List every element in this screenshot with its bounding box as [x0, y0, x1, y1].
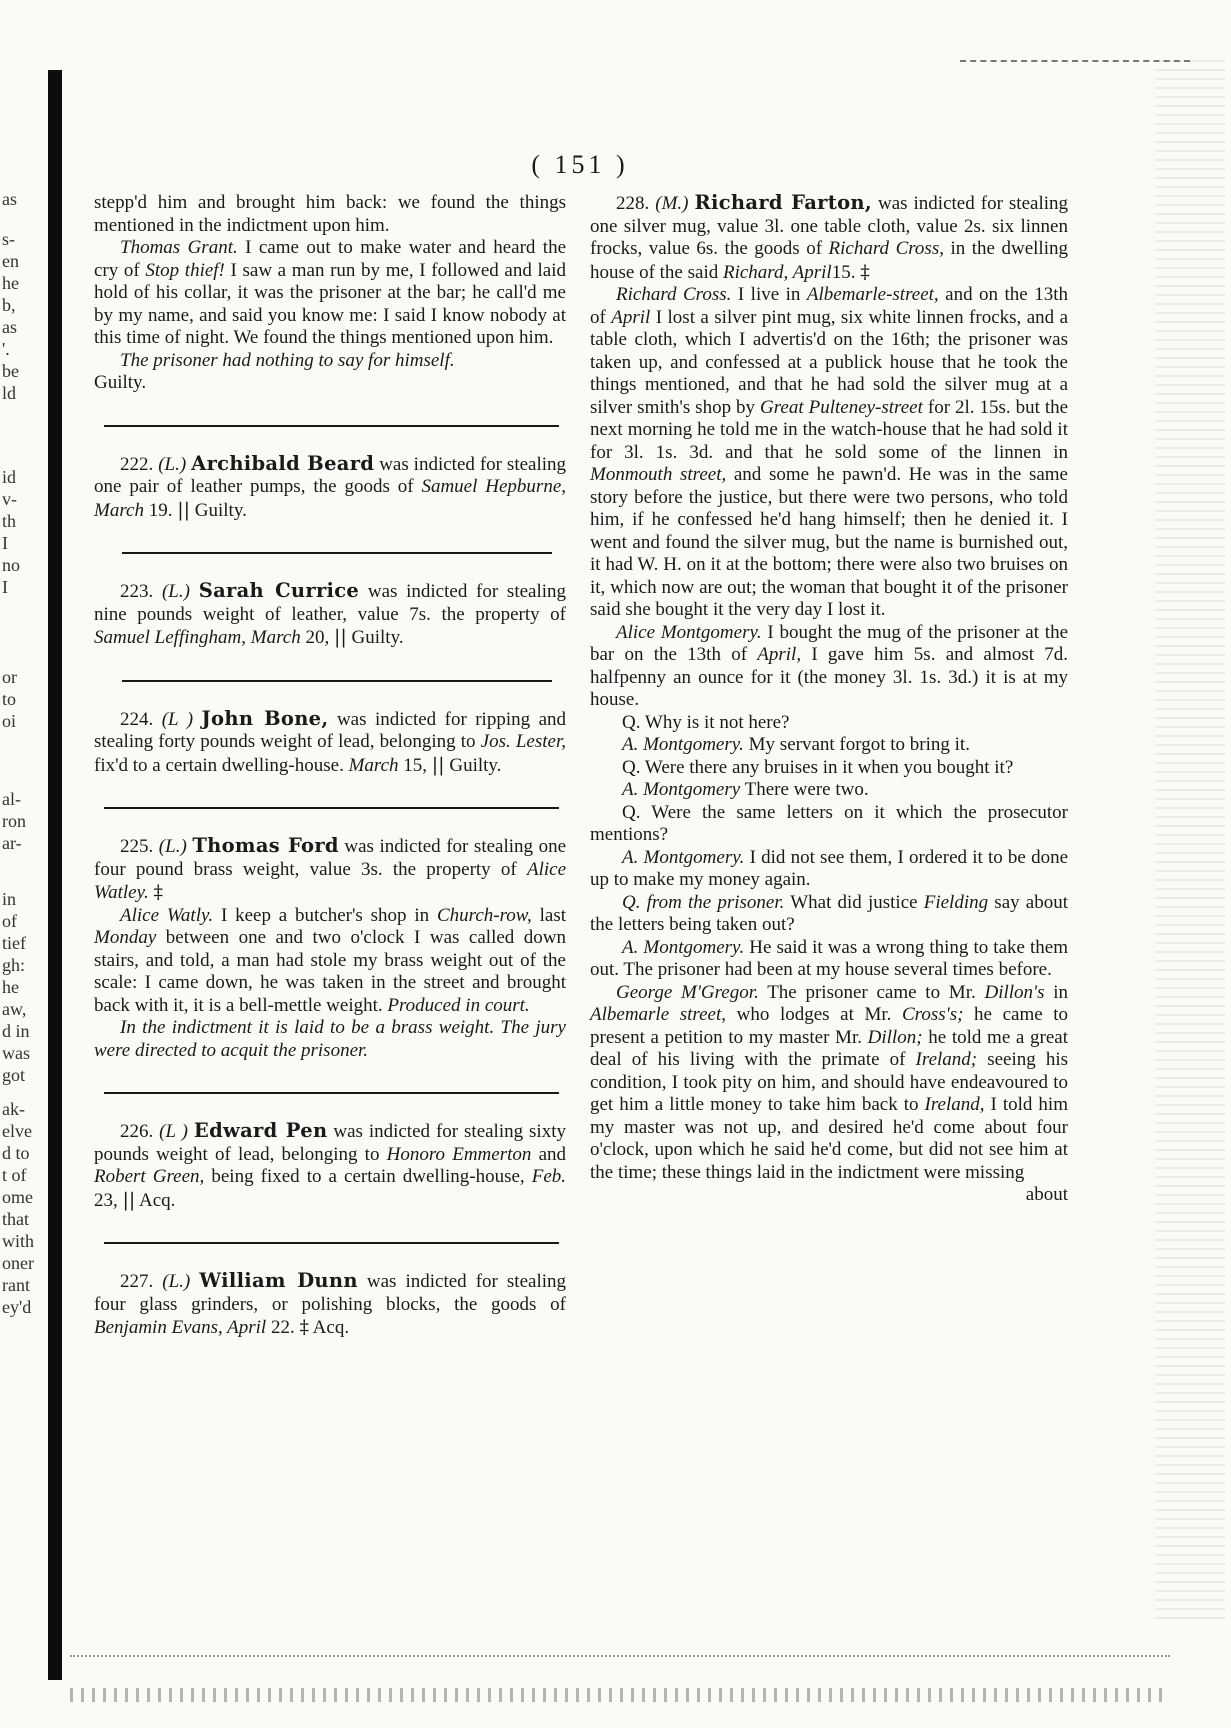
charge-text: was indicted for stealing nine pounds weight of leather, value 7s. the property of: [94, 581, 567, 625]
facing-page-bleed: [0, 189, 44, 1317]
qa-text: He said it was a wrong thing to take them out. The prisoner had been at my house several times before.: [590, 936, 1068, 980]
catchword: about: [1025, 1184, 1068, 1205]
page-number: ( 151 ): [531, 150, 629, 179]
testimony-text: seeing his condition, I took pity on him, and should have endeavoured to get him a little money to take him back to: [590, 1049, 1069, 1115]
verdict-mark: ‡: [153, 881, 163, 903]
testimony-text: last: [539, 904, 567, 926]
defendant-name: Richard Farton,: [694, 191, 872, 214]
bleed-fragment: with: [2, 1231, 35, 1251]
owner-name: Robert Green,: [94, 1166, 205, 1187]
qa-text: say about the letters being taken out?: [590, 891, 1068, 935]
entry-number: 226.: [120, 1121, 154, 1142]
speaker: A. Montgomery.: [622, 936, 745, 958]
bleed-fragment: gh:: [2, 955, 26, 975]
owner-name: Honoro Emmerton: [386, 1143, 532, 1165]
bleed-fragment: as: [2, 189, 17, 209]
defendant-name: Thomas Ford: [192, 834, 339, 857]
testimony-text: he told me a great deal of his living with the primate of: [590, 1026, 1068, 1070]
verdict-mark: ||: [333, 626, 347, 648]
bleed-fragment: tief: [2, 933, 26, 953]
testimony-text: I saw a man run by me, I followed and laid hold of his collar, it was the prisoner at the bar; he call'd me by my name, and said you know me: I said I know nobody at this time of night. We found the things mentioned upon him.: [94, 259, 566, 348]
testimony-text: The prisoner came to Mr.: [767, 981, 976, 1003]
bleed-fragment: ld: [2, 383, 17, 403]
court-tag: (L ): [159, 1121, 188, 1142]
verdict: Guilty.: [94, 372, 147, 393]
bleed-fragment: d in: [2, 1021, 30, 1041]
verdict: Guilty.: [351, 627, 404, 648]
bleed-fragment: '.: [2, 339, 10, 359]
charge-text: being fixed to a certain dwelling-house,: [211, 1166, 525, 1187]
section-rule: [104, 1242, 559, 1244]
entry-number: 222.: [120, 453, 154, 475]
verdict-mark: ‡: [860, 260, 870, 283]
court-tag: (L.): [162, 1271, 191, 1292]
bleed-fragment: I: [2, 577, 8, 597]
place-name: Albemarle-street,: [806, 284, 939, 305]
owner-name: Jos. Lester,: [480, 731, 566, 752]
place-name: Great Pulteney-street: [760, 396, 923, 418]
verdict-mark: ‡: [299, 1316, 309, 1338]
verdict-mark: ||: [431, 753, 445, 776]
bleed-fragment: oi: [2, 711, 17, 731]
binding-shadow: [48, 70, 62, 1680]
date-month: Feb.: [531, 1166, 567, 1187]
qa-text: My servant forgot to bring it.: [748, 734, 970, 755]
entry-number: 227.: [120, 1271, 154, 1292]
testimony-text: and some he pawn'd. He was in the same story before the justice, but there were two persons, who told him, if he confessed he'd hang himself; then he denied it. I went and found the silver mug, but the name is burnished out, it had W. H. on it at the bottom; there were also two bruises on it, which now are out; the woman that bought it of the prisoner said she bought it the very day I lost it.: [590, 464, 1068, 620]
witness-name: Thomas Grant.: [120, 237, 238, 258]
owner-name: Richard, April: [722, 261, 832, 283]
qa-text: Why is it not here?: [644, 711, 790, 733]
bleed-fragment: ron: [2, 811, 26, 831]
charge-text: was indicted for stealing one four pound brass weight, value 3s. the property of: [94, 836, 566, 880]
qa-line: [590, 892, 1068, 937]
date-text: 20,: [305, 627, 330, 648]
bleed-fragment: was: [2, 1043, 30, 1063]
bleed-fragment: ome: [2, 1187, 33, 1207]
entry-223: [94, 580, 566, 650]
entry-number: 223.: [120, 581, 154, 602]
owner-name: Samuel Leffingham, March: [94, 627, 301, 648]
charge-text: was indicted for ripping and stealing forty pounds weight of lead, belonging to: [94, 708, 567, 752]
court-tag: (L.): [158, 453, 187, 475]
owner-name: Alice Watley.: [94, 858, 566, 903]
date-month: April: [611, 306, 651, 328]
qa-text: I did not see them, I ordered it to be done up to make my money again.: [590, 846, 1069, 890]
section-rule: [104, 807, 559, 809]
left-column: [94, 192, 566, 1340]
date-month: March: [348, 754, 399, 776]
date-text: 15.: [831, 261, 856, 283]
bleed-fragment: he: [2, 977, 19, 997]
speaker: Q.: [622, 756, 641, 778]
speaker: A. Montgomery.: [622, 734, 744, 755]
speaker: A. Montgomery: [622, 779, 741, 800]
bleed-fragment: of: [2, 911, 17, 931]
charge-text: was indicted for stealing four glass grinders, or polishing blocks, the goods of: [94, 1271, 566, 1315]
bleed-fragment: no: [2, 555, 20, 575]
testimony-text: in: [1053, 981, 1068, 1003]
day-name: Monday: [94, 927, 157, 948]
entry-225: [94, 835, 566, 905]
qa-text: There were two.: [744, 779, 869, 800]
defendant-name: Edward Pen: [193, 1119, 328, 1142]
charge-text: was indicted for stealing one pair of leather pumps, the goods of: [94, 453, 567, 497]
bleed-fragment: he: [2, 273, 19, 293]
entry-number: 225.: [120, 836, 154, 857]
scan-bottom-dash: [70, 1655, 1170, 1657]
testimony-alice-montgomery: [590, 622, 1068, 712]
defendant-name: John Bone,: [201, 706, 329, 730]
jury-direction: In the indictment it is laid to be a brass weight. The jury were directed to acquit the prisoner.: [94, 1017, 566, 1061]
qa-line: [590, 734, 1068, 757]
bleed-fragment: id: [2, 467, 17, 487]
person-name: Cross's;: [902, 1004, 964, 1025]
witness-name: Richard Cross.: [616, 284, 732, 305]
testimony-alice-watly: [94, 905, 566, 1018]
bleed-fragment: rant: [2, 1275, 30, 1295]
qa-line: [590, 802, 1068, 847]
bleed-fragment: I: [2, 533, 8, 553]
bleed-fragment: in: [2, 889, 17, 909]
person-name: Dillon;: [867, 1026, 923, 1048]
entry-227: [94, 1270, 566, 1340]
bleed-fragment: aw,: [2, 999, 27, 1019]
court-tag: (L.): [161, 581, 190, 602]
qa-line: [590, 937, 1068, 982]
section-rule: [104, 425, 559, 427]
charge-text: fix'd to a certain dwelling-house.: [94, 754, 344, 776]
bleed-fragment: ar-: [2, 833, 22, 853]
defendant-name: William Dunn: [199, 1269, 358, 1292]
scan-edge-speckle: [1155, 60, 1225, 1620]
qa-line: [590, 779, 1068, 802]
bleed-fragment: got: [2, 1065, 26, 1085]
date-text: 23,: [94, 1189, 118, 1211]
bleed-fragment: as: [2, 317, 17, 337]
speaker: Q. from the prisoner.: [622, 891, 785, 913]
testimony-text: I lost a silver pint mug, six white linnen frocks, and a table cloth, which I advertis'd on the 16th; the prisoner was taken up, and confessed at a publick house that he took the things mentioned, and that he had sold the silver mug at a silver smith's shop by: [590, 306, 1069, 418]
verdict-mark: ||: [177, 498, 191, 521]
verdict: Acq.: [139, 1189, 176, 1211]
bleed-fragment: th: [2, 511, 17, 531]
bleed-fragment: v-: [2, 489, 17, 509]
entry-number: 228.: [616, 193, 650, 214]
bleed-fragment: elve: [2, 1121, 32, 1141]
opening-text: stepp'd him and brought him back: we found the things mentioned in the indictment upon him.: [94, 192, 566, 236]
scan-foot-noise: [70, 1688, 1170, 1702]
date-month: April,: [757, 644, 802, 665]
testimony-text: I keep a butcher's shop in: [220, 904, 430, 926]
date-text: 15,: [403, 754, 428, 776]
qa-line: [590, 847, 1068, 892]
jury-note: [94, 1017, 566, 1062]
produced-note: Produced in court.: [387, 994, 530, 1016]
bleed-fragment: en: [2, 251, 19, 271]
court-tag: (L ): [161, 708, 194, 730]
testimony-text: and on the 13th of: [590, 284, 1068, 328]
place-name: Ireland;: [915, 1049, 978, 1070]
bleed-fragment: ey'd: [2, 1297, 32, 1317]
defence-text: The prisoner had nothing to say for himself.: [120, 349, 455, 371]
defendant-name: Sarah Currice: [198, 579, 360, 602]
charge-text: was indicted for stealing one silver mug, value 3l. one table cloth, value 2s. six linnen frocks, value 6s. the goods of: [590, 193, 1069, 259]
owner-name: Richard Cross,: [828, 238, 944, 259]
entry-228: [590, 192, 1068, 284]
right-column: [590, 192, 1068, 1207]
witness-name: Alice Montgomery.: [616, 621, 762, 643]
entry-226: [94, 1120, 566, 1212]
witness-name: George M'Gregor.: [616, 981, 759, 1003]
bleed-fragment: be: [2, 361, 19, 381]
bleed-fragment: d to: [2, 1143, 30, 1163]
conjunction: and: [538, 1143, 566, 1165]
date-text: 22.: [270, 1317, 295, 1338]
qa-text: Were there any bruises in it when you bought it?: [644, 756, 1014, 778]
place-name: Ireland,: [924, 1094, 985, 1115]
bleed-fragment: b,: [2, 295, 16, 315]
entry-222: [94, 453, 566, 523]
qa-line: [590, 757, 1068, 780]
verdict: Acq.: [312, 1317, 350, 1338]
bleed-fragment: oner: [2, 1253, 34, 1273]
qa-line: [590, 712, 1068, 735]
cry-text: Stop thief!: [145, 259, 225, 281]
testimony-text: for 2l. 15s. but the next morning he told me in the watch-house that he had sold it for 3l. 1s. 3d. and that he sold some of the linnen in: [590, 396, 1069, 463]
testimony-text: he came to present a petition to my master Mr.: [590, 1004, 1069, 1048]
bleed-fragment: s-: [2, 229, 15, 249]
verdict-mark: ||: [122, 1188, 136, 1211]
person-name: Dillon's: [984, 981, 1045, 1003]
place-name: Church-row,: [436, 904, 532, 926]
bleed-fragment: that: [2, 1209, 29, 1229]
place-name: Monmouth street,: [590, 464, 727, 485]
section-rule: [122, 552, 552, 554]
bleed-fragment: al-: [2, 789, 21, 809]
court-tag: (L.): [158, 836, 187, 857]
testimony-text: who lodges at Mr.: [736, 1004, 892, 1025]
owner-name: Samuel Hepburne, March: [94, 476, 567, 521]
person-name: Fielding: [923, 891, 989, 913]
place-name: Albemarle street,: [590, 1004, 727, 1025]
court-tag: (M.): [655, 193, 689, 214]
testimony-thomas-grant: [94, 237, 566, 350]
testimony-text: I told him my master was not up, and desired he'd come about four o'clock, upon which he said he'd come, but did not see him at the time; these things laid in the indictment were missing: [590, 1094, 1068, 1183]
bleed-fragment: ak-: [2, 1099, 25, 1119]
qa-text: Were the same letters on it which the prosecutor mentions?: [590, 801, 1068, 845]
section-rule: [122, 680, 552, 682]
scan-top-dash: [960, 60, 1190, 62]
charge-text: was indicted for stealing sixty pounds weight of lead, belonging to: [94, 1121, 566, 1165]
speaker: Q.: [622, 801, 641, 823]
verdict: Guilty.: [449, 754, 502, 776]
testimony-text: I bought the mug of the prisoner at the bar on the 13th of: [590, 621, 1069, 665]
speaker: A. Montgomery.: [622, 846, 745, 868]
testimony-text: between one and two o'clock I was called down stairs, and told, a man had stole my brass weight out of the scale: I came down, he was taken in the street and brought back with it, it is a bell-mettle weight.: [94, 927, 567, 1016]
defence-statement: [94, 350, 566, 373]
testimony-text: I live in: [737, 284, 801, 305]
bleed-fragment: to: [2, 689, 17, 709]
entry-number: 224.: [120, 708, 154, 730]
entry-224: [94, 708, 566, 778]
bleed-fragment: or: [2, 667, 17, 687]
defendant-name: Archibald Beard: [191, 451, 375, 475]
speaker: Q.: [622, 711, 641, 733]
testimony-george-mcgregor: [590, 982, 1068, 1185]
section-rule: [104, 1092, 559, 1094]
testimony-text: I came out to make water and heard the cry of: [94, 237, 567, 281]
date-text: 19.: [148, 499, 173, 521]
verdict: Guilty.: [194, 499, 247, 521]
owner-name: Benjamin Evans, April: [94, 1317, 267, 1338]
testimony-text: I gave him 5s. and almost 7d. halfpenny an ounce for it (the money 3l. 1s. 3d.) it is at my house.: [590, 644, 1069, 710]
testimony-richard-cross: [590, 284, 1068, 622]
bleed-fragment: t of: [2, 1165, 27, 1185]
qa-text: What did justice: [790, 891, 918, 913]
charge-text: in the dwelling house of the said: [590, 238, 1068, 283]
witness-name: Alice Watly.: [120, 904, 214, 926]
